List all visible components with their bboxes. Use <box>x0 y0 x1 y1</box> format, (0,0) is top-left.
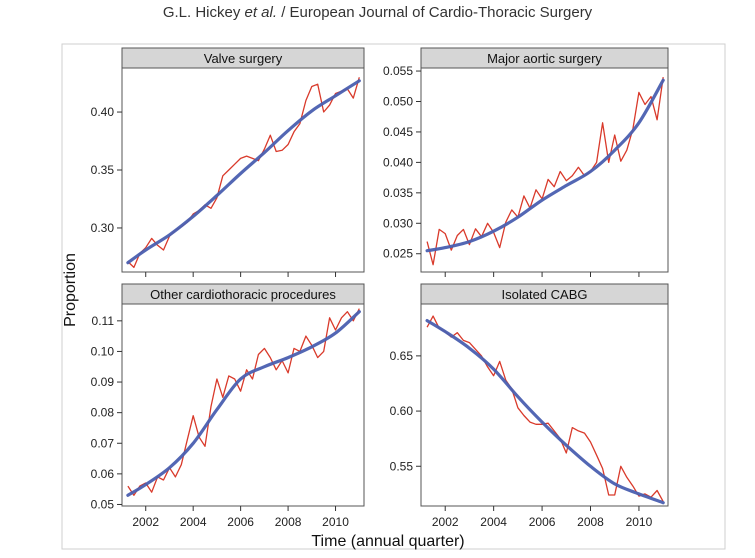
y-tick-label: 0.06 <box>90 466 114 481</box>
header-authors: G.L. Hickey <box>162 4 245 21</box>
y-tick-label: 0.05 <box>90 497 114 512</box>
panel-other-cardiothoracic-procedures <box>91 284 364 529</box>
y-tick-label: 0.055 <box>382 64 413 79</box>
y-tick-label: 0.040 <box>382 155 413 170</box>
panel-isolated-cabg <box>390 284 668 529</box>
y-tick-label: 0.65 <box>389 348 413 363</box>
y-tick-label: 0.55 <box>389 459 413 474</box>
y-tick-label: 0.40 <box>90 105 114 120</box>
x-tick-label: 2004 <box>480 515 507 529</box>
y-tick-label: 0.60 <box>389 404 413 419</box>
panel-title: Valve surgery <box>203 51 283 66</box>
panel-title: Isolated CABG <box>501 287 588 302</box>
x-tick-label: 2002 <box>132 515 160 529</box>
x-tick-label: 2004 <box>179 515 207 529</box>
y-tick-label: 0.09 <box>90 375 114 390</box>
x-tick-label: 2002 <box>431 515 459 529</box>
header-journal: / European Journal of Cardio-Thoracic Surgery <box>277 4 593 21</box>
x-tick-label: 2006 <box>528 515 556 529</box>
x-tick-label: 2008 <box>577 515 604 529</box>
y-tick-label: 0.050 <box>382 94 413 109</box>
header-etal: et al. <box>244 4 278 21</box>
plot-area <box>421 68 668 272</box>
panel-major-aortic-surgery <box>383 48 668 277</box>
x-axis-title: Time (annual quarter) <box>311 533 465 550</box>
panel-valve-surgery <box>91 48 364 277</box>
panel-title: Other cardiothoracic procedures <box>150 287 336 302</box>
y-tick-label: 0.035 <box>382 185 413 200</box>
y-tick-label: 0.10 <box>90 344 114 359</box>
x-tick-label: 2010 <box>322 515 349 529</box>
y-tick-label: 0.11 <box>91 313 114 328</box>
y-tick-label: 0.08 <box>90 405 114 420</box>
x-tick-label: 2006 <box>227 515 254 529</box>
y-tick-label: 0.35 <box>90 163 114 177</box>
x-tick-label: 2008 <box>274 515 302 529</box>
y-tick-label: 0.025 <box>382 246 413 261</box>
panel-title: Major aortic surgery <box>487 51 602 66</box>
x-tick-label: 2010 <box>625 515 653 529</box>
y-tick-label: 0.07 <box>90 436 114 451</box>
y-tick-label: 0.30 <box>90 220 114 235</box>
y-tick-label: 0.030 <box>382 216 413 231</box>
y-tick-label: 0.045 <box>382 124 413 139</box>
y-axis-title: Proportion <box>62 253 79 327</box>
